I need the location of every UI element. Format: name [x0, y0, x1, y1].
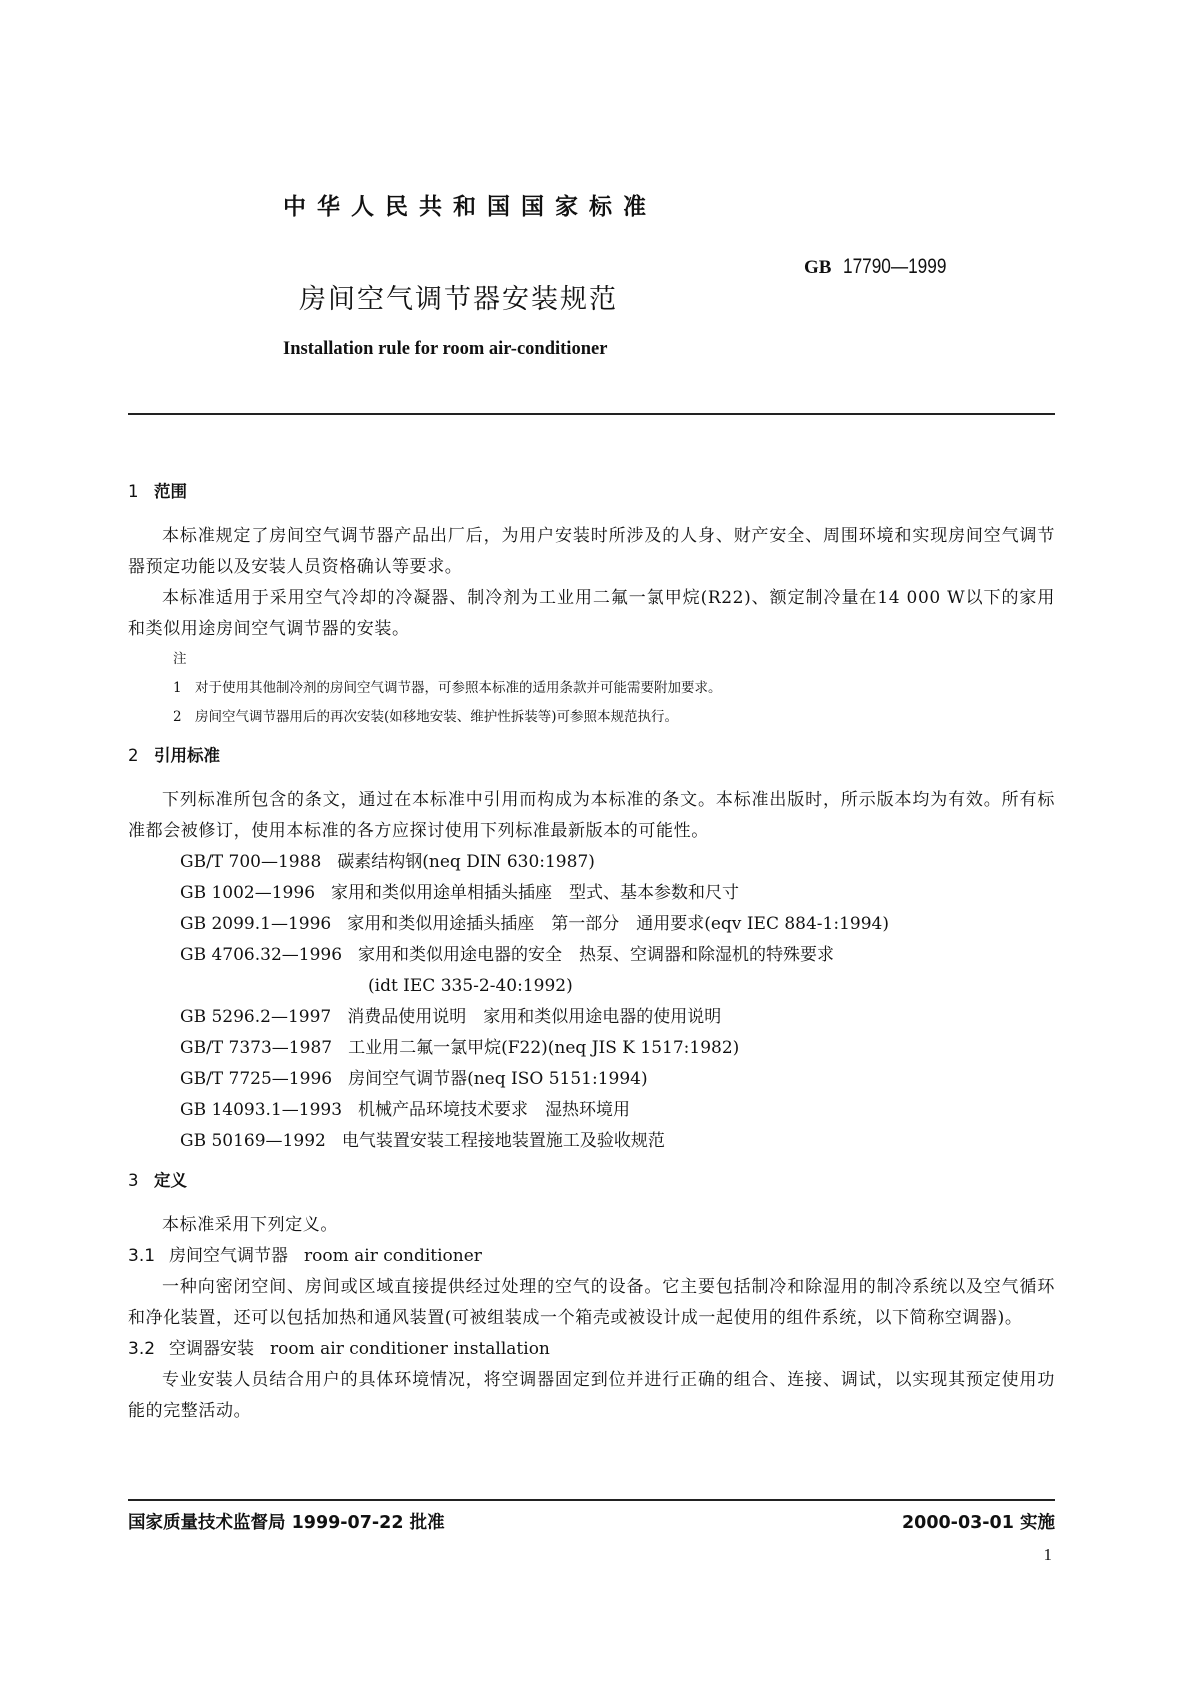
effective-date: 2000-03-01 实施 — [901, 1513, 1055, 1533]
reference-item — [128, 878, 1055, 909]
paragraph: 本标准采用下列定义。 — [162, 1215, 338, 1235]
reference-subtitle: 第一部分 — [551, 914, 620, 934]
reference-item — [128, 909, 1055, 940]
document-title-en: Installation rule for room air-conditioner — [283, 339, 608, 359]
reference-subtitle: 湿热环境用 — [545, 1100, 631, 1120]
definition-term-cn: 房间空气调节器 — [169, 1246, 289, 1266]
reference-title: 家用和类似用途单相插头插座 — [331, 883, 553, 903]
paragraph: 下列标准所包含的条文，通过在本标准中引用而构成为本标准的条文。本标准出版时，所示版本均为有效。所有标准都会被修订，使用本标准的各方应探讨使用下列标准最新版本的可能性。 — [128, 790, 1055, 841]
section-heading — [128, 740, 1055, 771]
definition-number: 3.1 — [128, 1246, 156, 1266]
page-number: 1 — [1043, 1545, 1052, 1564]
reference-title: 机械产品环境技术要求 — [358, 1100, 529, 1120]
header-divider — [128, 413, 1055, 415]
section-number: 1 — [128, 482, 139, 501]
document-body — [128, 476, 1055, 1427]
note-label: 注 — [173, 651, 187, 667]
footer-divider — [128, 1499, 1055, 1501]
reference-title: 家用和类似用途电器的安全 — [358, 945, 563, 965]
reference-code: GB 14093.1—1993 — [180, 1100, 343, 1120]
section-normative-references — [128, 740, 1055, 1157]
section-scope — [128, 476, 1055, 732]
reference-title: 电气装置安装工程接地装置施工及验收规范 — [341, 1131, 665, 1151]
reference-subtitle: 热泵、空调器和除湿机的特殊要求 — [579, 945, 835, 965]
note-text: 对于使用其他制冷剂的房间空气调节器，可参照本标准的适用条款并可能需要附加要求。 — [195, 680, 722, 696]
definition-text: 专业安装人员结合用户的具体环境情况，将空调器固定到位并进行正确的组合、连接、调试，以实现其预定使用功能的完整活动。 — [128, 1370, 1055, 1421]
definition-term-en: room air conditioner — [304, 1246, 482, 1266]
definition-term-en: room air conditioner installation — [270, 1339, 550, 1359]
reference-subtitle: 家用和类似用途电器的使用说明 — [483, 1007, 722, 1027]
note-number: 2 — [173, 709, 182, 725]
reference-code: GB 2099.1—1996 — [180, 914, 332, 934]
paragraph: 本标准规定了房间空气调节器产品出厂后，为用户安装时所涉及的人身、财产安全、周围环境和实现房间空气调节器预定功能以及安装人员资格确认等要求。 — [128, 526, 1055, 577]
reference-item — [128, 1002, 1055, 1033]
definition-heading — [128, 1241, 1055, 1272]
reference-code: GB 50169—1992 — [180, 1131, 326, 1151]
section-title: 范围 — [154, 482, 187, 501]
note-number: 1 — [173, 680, 182, 696]
reference-code: GB 4706.32—1996 — [180, 945, 343, 965]
section-number: 2 — [128, 746, 139, 765]
standard-prefix: GB — [804, 257, 832, 278]
section-definitions — [128, 1165, 1055, 1427]
reference-title: 碳素结构钢(neq DIN 630:1987) — [337, 852, 595, 872]
paragraph: 本标准适用于采用空气冷却的冷凝器、制冷剂为工业用二氟一氯甲烷(R22)、额定制冷量在14 000 W以下的家用和类似用途房间空气调节器的安装。 — [128, 588, 1055, 639]
standard-code: 17790—1999 — [843, 255, 947, 278]
reference-code: GB/T 700—1988 — [180, 852, 322, 872]
section-title: 引用标准 — [154, 746, 220, 765]
document-title-cn: 房间空气调节器安装规范 — [299, 284, 618, 315]
reference-code: GB/T 7373—1987 — [180, 1038, 333, 1058]
section-title: 定义 — [154, 1171, 187, 1190]
reference-code: GB/T 7725—1996 — [180, 1069, 333, 1089]
reference-item — [128, 940, 1055, 971]
national-standard-heading: 中华人民共和国国家标准 — [283, 194, 657, 220]
reference-subtitle: 型式、基本参数和尺寸 — [569, 883, 740, 903]
section-heading — [128, 476, 1055, 507]
reference-item — [128, 1033, 1055, 1064]
definition-text: 一种向密闭空间、房间或区域直接提供经过处理的空气的设备。它主要包括制冷和除湿用的制冷系统以及空气循环和净化装置，还可以包括加热和通风装置(可被组装成一个箱壳或被设计成一起使用的组件系统，以下简称空调器)。 — [128, 1277, 1055, 1328]
definition-number: 3.2 — [128, 1339, 156, 1359]
section-number: 3 — [128, 1171, 139, 1190]
reference-list — [128, 847, 1055, 1157]
reference-title: 房间空气调节器(neq ISO 5151:1994) — [348, 1069, 648, 1089]
note-item — [128, 703, 1055, 732]
reference-item — [128, 1064, 1055, 1095]
reference-subtitle: 通用要求(eqv IEC 884-1:1994) — [636, 914, 889, 934]
reference-title: 家用和类似用途插头插座 — [347, 914, 535, 934]
reference-item — [128, 1095, 1055, 1126]
section-heading — [128, 1165, 1055, 1196]
reference-item — [128, 847, 1055, 878]
approval-info: 国家质量技术监督局 1999-07-22 批准 — [128, 1513, 445, 1533]
note-item — [128, 674, 1055, 703]
definition-term-cn: 空调器安装 — [169, 1339, 255, 1359]
reference-code: GB 1002—1996 — [180, 883, 316, 903]
reference-item — [128, 1126, 1055, 1157]
definition-heading — [128, 1334, 1055, 1365]
reference-continuation: (idt IEC 335-2-40:1992) — [368, 976, 573, 996]
reference-title: 工业用二氟一氯甲烷(F22)(neq JIS K 1517:1982) — [348, 1038, 740, 1058]
reference-code: GB 5296.2—1997 — [180, 1007, 332, 1027]
reference-title: 消费品使用说明 — [347, 1007, 467, 1027]
note-text: 房间空气调节器用后的再次安装(如移地安装、维护性拆装等)可参照本规范执行。 — [195, 709, 679, 725]
standard-number — [804, 254, 970, 279]
